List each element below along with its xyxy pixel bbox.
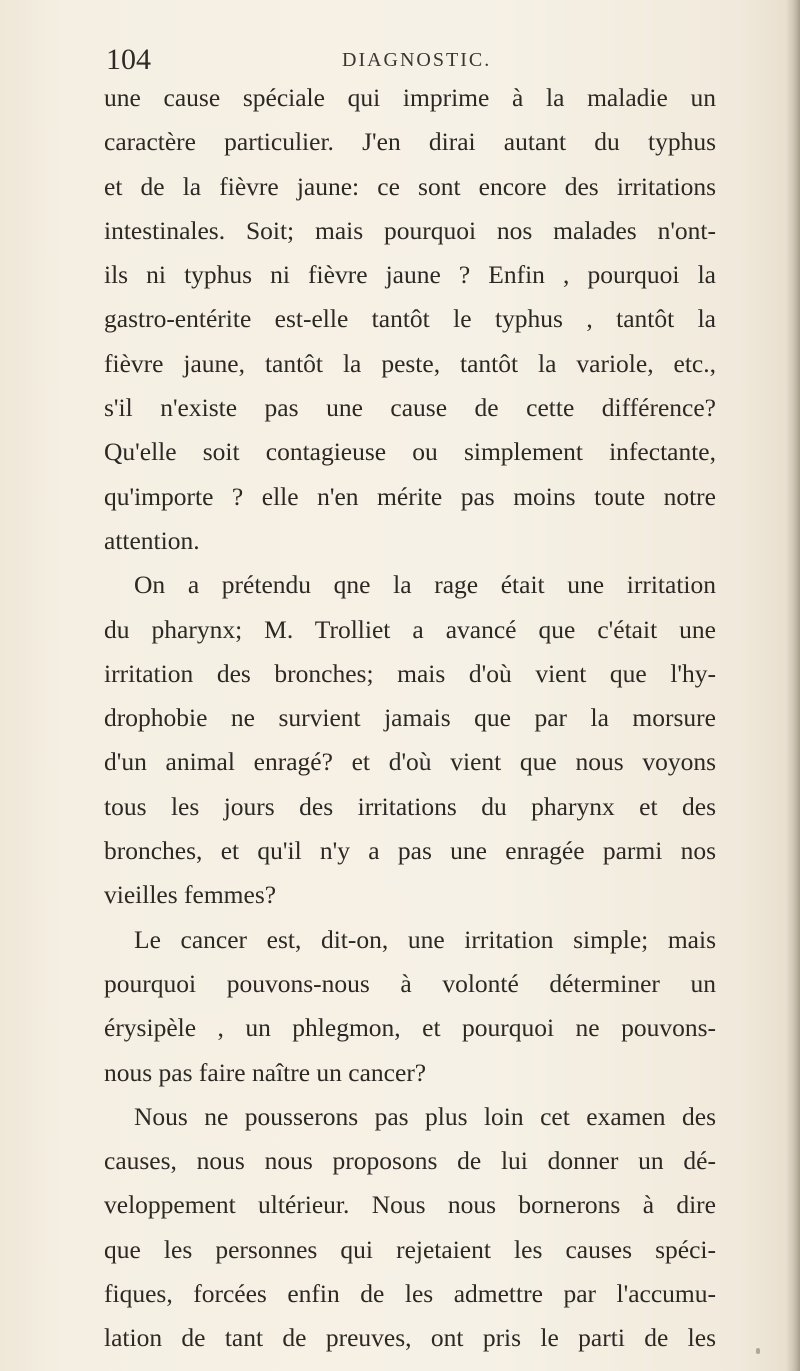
text-line: vieilles femmes? xyxy=(104,880,277,910)
text-line: causes, nous nous proposons de lui donner un dé- xyxy=(104,1146,716,1176)
text-line: Le cancer est, dit-on, une irritation simple; mais xyxy=(134,924,716,954)
page-edge-shadow xyxy=(786,0,800,1371)
text-line: veloppement ultérieur. Nous nous bornerons à dire xyxy=(104,1190,716,1220)
text-line: érysipèle , un phlegmon, et pourquoi ne pouvons- xyxy=(104,1013,716,1043)
text-line: On a prétendu qne la rage était une irritation xyxy=(134,570,716,600)
text-line: fièvre jaune, tantôt la peste, tantôt la variole, etc., xyxy=(104,348,716,378)
text-line: et de la fièvre jaune: ce sont encore des irritations xyxy=(104,171,716,201)
page-number: 104 xyxy=(106,43,151,76)
text-line: ils ni typhus ni fièvre jaune ? Enfin , pourquoi la xyxy=(104,260,716,290)
text-line: Qu'elle soit contagieuse ou simplement infectante, xyxy=(104,437,716,467)
text-line: qu'importe ? elle n'en mérite pas moins toute notre xyxy=(104,481,716,511)
text-line: que les personnes qui rejetaient les causes spéci- xyxy=(104,1234,716,1264)
text-line: caractère particulier. J'en dirai autant du typhus xyxy=(104,127,716,157)
text-line: fiques, forcées enfin de les admettre par l'accumu- xyxy=(104,1279,716,1309)
body-text xyxy=(104,76,716,1361)
text-line: nous pas faire naître un cancer? xyxy=(104,1057,427,1087)
page-header xyxy=(106,40,706,80)
text-line: lation de tant de preuves, ont pris le parti de les xyxy=(104,1323,716,1353)
text-line: Nous ne pousserons pas plus loin cet examen des xyxy=(134,1101,716,1131)
text-line: bronches, et qu'il n'y a pas une enragée parmi nos xyxy=(104,836,716,866)
text-line: drophobie ne survient jamais que par la morsure xyxy=(104,703,716,733)
text-line: du pharynx; M. Trolliet a avancé que c'était une xyxy=(104,614,716,644)
text-line: d'un animal enragé? et d'où vient que nous voyons xyxy=(104,747,716,777)
text-line: attention. xyxy=(104,525,200,555)
text-line: s'il n'existe pas une cause de cette différence? xyxy=(104,393,716,423)
ink-speck xyxy=(756,1348,760,1354)
text-line: irritation des bronches; mais d'où vient que l'hy- xyxy=(104,658,716,688)
text-line: tous les jours des irritations du pharynx et des xyxy=(104,791,716,821)
running-head: DIAGNOSTIC. xyxy=(342,49,492,71)
text-line: gastro-entérite est-elle tantôt le typhus , tantôt la xyxy=(104,304,716,334)
text-line: une cause spéciale qui imprime à la maladie un xyxy=(104,83,716,112)
text-line: pourquoi pouvons-nous à volonté déterminer un xyxy=(104,968,716,998)
text-line: intestinales. Soit; mais pourquoi nos malades n'ont- xyxy=(104,215,716,245)
